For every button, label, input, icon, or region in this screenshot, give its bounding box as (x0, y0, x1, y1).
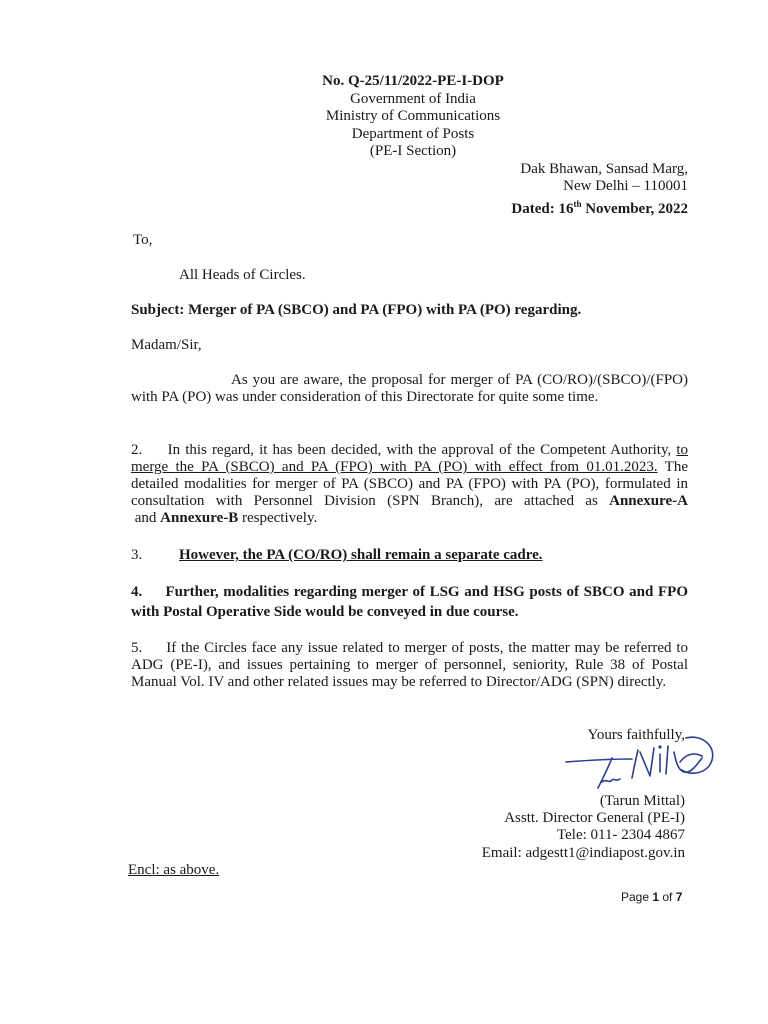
signatory-designation: Asstt. Director General (PE-I) (504, 810, 685, 826)
para2-text-1: 2. In this regard, it has been decided, with the approval of the Competent Authority, (131, 442, 677, 458)
signatory-email: Email: adgestt1@indiapost.gov.in (481, 845, 685, 861)
dated-line (511, 196, 688, 218)
dated-suffix: November, 2022 (581, 201, 688, 217)
closing: Yours faithfully, (587, 727, 685, 743)
header-section: (PE-I Section) (369, 143, 457, 159)
annexure-a: Annexure-A (609, 493, 688, 509)
para2-text-3: respectively. (238, 510, 318, 526)
enclosure: Encl: as above. (128, 862, 220, 878)
paragraph-3: However, the PA (CO/RO) shall remain a separate cadre. (179, 547, 543, 563)
signature-image (562, 732, 718, 792)
address-line-1: Dak Bhawan, Sansad Marg, (520, 161, 688, 177)
signatory-name: (Tarun Mittal) (599, 793, 685, 809)
addressee: All Heads of Circles. (179, 267, 306, 283)
page-current: 1 (652, 890, 660, 904)
signatory-tele: Tele: 011- 2304 4867 (557, 827, 685, 843)
para2-effective-date: to merge the PA (SBCO) and PA (FPO) with PA (PO) with effect from 01.01.2023. (131, 442, 688, 475)
salutation: Madam/Sir, (131, 337, 202, 353)
to-label: To, (133, 232, 153, 248)
address-line-2: New Delhi – 110001 (563, 178, 688, 194)
para2-and: and (131, 510, 161, 526)
dated-prefix: Dated: 16 (511, 201, 574, 217)
paragraph-3-number: 3. (131, 547, 143, 563)
page-of: of (659, 890, 676, 904)
page-prefix: Page (621, 890, 653, 904)
paragraph-4: 4. Further, modalities regarding merger of LSG and HSG posts of SBCO and FPO with Postal Operative Side would be conveyed in due course. (131, 584, 692, 620)
header-department: Department of Posts (351, 126, 475, 142)
header-government: Government of India (350, 91, 476, 107)
file-number: No. Q-25/11/2022-PE-I-DOP (322, 73, 504, 89)
page-number (621, 890, 682, 904)
page-total: 7 (675, 890, 683, 904)
paragraph-5: 5. If the Circles face any issue related to merger of posts, the matter may be referred to ADG (PE-I), and issues pertaining to merger of personnel, seniority, Rule 38 of Postal Manual Vol. IV and other related issues may be referred to Director/ADG (SPN) directly. (131, 640, 692, 690)
para2-text-2: The detailed modalities for merger of PA (SBCO) and PA (FPO) with PA (PO), formulated in consultation with Personnel Division (SPN Branch), are attached as (131, 459, 688, 509)
subject-line: Subject: Merger of PA (SBCO) and PA (FPO) with PA (PO) regarding. (131, 302, 582, 318)
dated-superscript: th (573, 199, 582, 209)
paragraph-2 (131, 442, 688, 527)
header-ministry: Ministry of Communications (325, 108, 501, 124)
paragraph-1: As you are aware, the proposal for merger of PA (CO/RO)/(SBCO)/(FPO) with PA (PO) was under consideration of this Directorate for quite some time. (131, 372, 688, 405)
annexure-b: Annexure-B (160, 510, 239, 526)
